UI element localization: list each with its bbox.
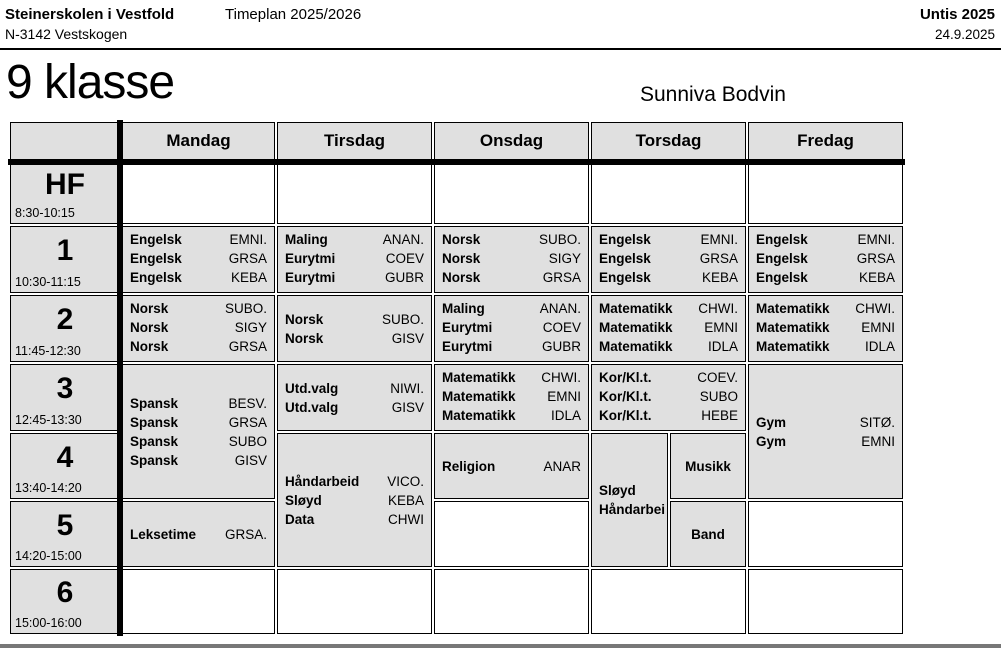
school-location: N-3142 Vestskogen xyxy=(5,26,128,42)
empty-cell-fredag-6 xyxy=(748,569,903,634)
subject-name: Engelsk xyxy=(130,251,182,266)
lesson-line xyxy=(756,249,895,268)
subject-name: Norsk xyxy=(130,339,169,354)
lesson-line xyxy=(599,249,738,268)
teacher-code: EMNI. xyxy=(229,232,267,247)
teacher-code: IDLA xyxy=(707,339,738,354)
teacher-code: SUBO. xyxy=(538,232,581,247)
subject-name: Leksetime xyxy=(130,526,197,542)
app-name: Untis 2025 xyxy=(919,6,995,23)
teacher-code: SIGY xyxy=(234,320,267,335)
lesson-line xyxy=(285,310,424,329)
lesson-block-mandag-2 xyxy=(122,295,275,362)
subject-name: Engelsk xyxy=(130,232,182,247)
teacher-code: GRSA xyxy=(542,270,581,285)
lesson-line xyxy=(442,318,581,337)
teacher-code: GISV xyxy=(234,452,267,468)
lesson-block-onsdag-3 xyxy=(434,364,589,431)
teacher-code: GRSA xyxy=(228,251,267,266)
subject-name: Sløyd xyxy=(285,492,322,508)
subject-name: Matematikk xyxy=(599,301,673,316)
school-name: Steinerskolen i Vestfold xyxy=(5,6,175,23)
subject-name: Engelsk xyxy=(599,251,651,266)
period-time: 12:45-13:30 xyxy=(15,413,82,427)
lesson-line xyxy=(130,249,267,268)
lesson-line xyxy=(442,299,581,318)
lesson-block-tirsdag-4-5 xyxy=(277,433,432,567)
lesson-line xyxy=(285,249,424,268)
teacher-code: CHWI. xyxy=(855,301,895,316)
period-cell-4 xyxy=(10,433,120,499)
teacher-code: HEBE xyxy=(701,408,738,423)
teacher-name: Sunniva Bodvin xyxy=(640,83,786,106)
teacher-code: ANAR xyxy=(543,458,581,474)
lesson-line xyxy=(756,413,895,432)
lesson-line xyxy=(599,337,738,356)
subject-name: Engelsk xyxy=(756,251,808,266)
teacher-code: GUBR xyxy=(384,270,424,285)
subject-name: Data xyxy=(285,511,315,527)
lesson-line xyxy=(285,329,424,348)
lesson-line xyxy=(130,268,267,287)
empty-cell-hf-onsdag xyxy=(434,162,589,224)
subject-name: Matematikk xyxy=(599,320,673,335)
teacher-code: SUBO xyxy=(699,389,738,404)
day-header-fredag: Fredag xyxy=(748,122,903,160)
empty-cell-tirsdag-6 xyxy=(277,569,432,634)
teacher-code: SITØ. xyxy=(859,414,895,430)
subject-name: Norsk xyxy=(285,330,324,346)
subject-name: Håndarbei xyxy=(599,502,666,517)
lesson-block-mandag-5 xyxy=(122,501,275,567)
empty-cell-hf-torsdag xyxy=(591,162,746,224)
lesson-line xyxy=(285,398,424,417)
period-cell-5 xyxy=(10,501,120,567)
subject-name: Eurytmi xyxy=(285,270,336,285)
lesson-line xyxy=(285,379,424,398)
teacher-code: COEV xyxy=(542,320,581,335)
subject-name: Norsk xyxy=(130,320,169,335)
subject-name: Håndarbeid xyxy=(285,473,360,489)
lesson-line xyxy=(599,230,738,249)
lesson-block-torsdag-1 xyxy=(591,226,746,293)
lesson-line xyxy=(442,387,581,406)
subject-name: Religion xyxy=(442,458,496,474)
subject-name: Engelsk xyxy=(599,232,651,247)
subject-name: Engelsk xyxy=(756,232,808,247)
period-cell-3 xyxy=(10,364,120,431)
lesson-line xyxy=(285,491,424,510)
subject-name: Musikk xyxy=(685,458,731,474)
lesson-line xyxy=(285,230,424,249)
teacher-code: NIWI. xyxy=(390,380,424,396)
lesson-line xyxy=(130,299,267,318)
lesson-line xyxy=(756,299,895,318)
empty-cell-hf-mandag xyxy=(122,162,275,224)
lesson-line xyxy=(130,413,267,432)
subject-name: Norsk xyxy=(285,311,324,327)
subject-name: Kor/Kl.t. xyxy=(599,370,652,385)
subject-name: Maling xyxy=(442,301,485,316)
period-time: 11:45-12:30 xyxy=(15,344,81,358)
subject-name: Matematikk xyxy=(756,320,830,335)
teacher-code: BESV. xyxy=(228,395,267,411)
lesson-line xyxy=(678,457,738,476)
subject-name: Utd.valg xyxy=(285,380,339,396)
time-column-separator-line xyxy=(117,120,123,636)
lesson-line xyxy=(130,337,267,356)
lesson-line xyxy=(130,451,267,470)
subject-name: Spansk xyxy=(130,395,179,411)
period-cell-1 xyxy=(10,226,120,293)
lesson-block-fredag-2 xyxy=(748,295,903,362)
lesson-block-fredag-1 xyxy=(748,226,903,293)
lesson-block-mandag-3-4 xyxy=(122,364,275,499)
lesson-line xyxy=(599,318,738,337)
lesson-line xyxy=(130,318,267,337)
lesson-line xyxy=(130,525,267,544)
subject-name: Gym xyxy=(756,414,787,430)
period-label: 6 xyxy=(56,576,74,609)
lesson-line xyxy=(756,432,895,451)
teacher-code: GRSA xyxy=(856,251,895,266)
subject-name: Kor/Kl.t. xyxy=(599,389,652,404)
title-row xyxy=(6,52,1001,114)
subject-name: Spansk xyxy=(130,452,179,468)
subject-name: Norsk xyxy=(442,270,481,285)
lesson-block-mandag-1 xyxy=(122,226,275,293)
lesson-line xyxy=(756,230,895,249)
teacher-code: CHWI. xyxy=(698,301,738,316)
teacher-code: ANAN. xyxy=(539,301,581,316)
subject-name: Matematikk xyxy=(599,339,673,354)
teacher-code: GRSA. xyxy=(224,526,267,542)
teacher-code: COEV xyxy=(385,251,424,266)
subject-name: Norsk xyxy=(442,232,481,247)
period-label: 1 xyxy=(56,234,74,267)
lesson-line xyxy=(442,406,581,425)
corner-cell xyxy=(10,122,120,160)
lesson-line xyxy=(130,432,267,451)
teacher-code: COEV. xyxy=(697,370,738,385)
lesson-block-torsdag-4-musikk xyxy=(670,433,746,499)
lesson-line xyxy=(442,457,581,476)
lesson-line xyxy=(130,394,267,413)
teacher-code: IDLA xyxy=(864,339,895,354)
teacher-code: VICO. xyxy=(387,473,424,489)
lesson-block-torsdag-4-5-sloyd xyxy=(591,433,668,567)
lesson-line xyxy=(442,268,581,287)
period-label: 3 xyxy=(56,372,74,405)
period-label: HF xyxy=(45,167,85,201)
empty-cell-onsdag-5 xyxy=(434,501,589,567)
header-row-2 xyxy=(5,25,995,44)
lesson-line xyxy=(678,525,738,544)
lesson-block-onsdag-2 xyxy=(434,295,589,362)
teacher-code: GISV xyxy=(391,399,424,415)
lesson-block-torsdag-5-band xyxy=(670,501,746,567)
lesson-line xyxy=(599,268,738,287)
subject-name: Utd.valg xyxy=(285,399,339,415)
subject-name: Eurytmi xyxy=(442,320,493,335)
period-label: 2 xyxy=(56,303,74,336)
print-date: 24.9.2025 xyxy=(934,27,995,42)
teacher-code: KEBA xyxy=(858,270,895,285)
teacher-code: EMNI xyxy=(704,320,738,335)
teacher-code: ANAN. xyxy=(382,232,424,247)
empty-cell-fredag-5 xyxy=(748,501,903,567)
period-time: 14:20-15:00 xyxy=(15,549,82,563)
teacher-code: SUBO. xyxy=(381,311,424,327)
subject-name: Band xyxy=(691,526,725,542)
subject-name: Engelsk xyxy=(599,270,651,285)
lesson-block-tirsdag-1 xyxy=(277,226,432,293)
lesson-line xyxy=(756,268,895,287)
lesson-line xyxy=(442,249,581,268)
teacher-code: EMNI xyxy=(861,320,895,335)
subject-name: Sløyd xyxy=(599,483,636,498)
timetable-grid xyxy=(8,120,905,636)
day-header-torsdag: Torsdag xyxy=(591,122,746,160)
page-bottom-edge xyxy=(0,644,1001,648)
page-header xyxy=(0,0,1001,44)
period-cell-hf xyxy=(10,162,120,224)
empty-cell-onsdag-6 xyxy=(434,569,589,634)
teacher-code: KEBA xyxy=(701,270,738,285)
teacher-code: IDLA xyxy=(550,408,581,423)
class-title: 9 klasse xyxy=(6,56,175,109)
subject-name: Norsk xyxy=(442,251,481,266)
period-time: 13:40-14:20 xyxy=(15,481,82,495)
subject-name: Matematikk xyxy=(756,339,830,354)
subject-name: Engelsk xyxy=(130,270,182,285)
teacher-code: SUBO xyxy=(228,433,267,449)
subject-name: Matematikk xyxy=(756,301,830,316)
lesson-line xyxy=(442,230,581,249)
lesson-block-tirsdag-3 xyxy=(277,364,432,431)
lesson-line xyxy=(442,368,581,387)
period-cell-6 xyxy=(10,569,120,634)
lesson-line xyxy=(285,472,424,491)
empty-cell-mandag-6 xyxy=(122,569,275,634)
header-separator-line xyxy=(8,159,905,165)
lesson-block-onsdag-4 xyxy=(434,433,589,499)
period-label: 5 xyxy=(56,508,74,542)
lesson-line xyxy=(599,406,738,425)
teacher-code: KEBA xyxy=(387,492,424,508)
period-cell-2 xyxy=(10,295,120,362)
lesson-line xyxy=(599,368,738,387)
teacher-code: GRSA xyxy=(228,339,267,354)
plan-title: Timeplan 2025/2026 xyxy=(225,6,362,23)
subject-name: Norsk xyxy=(130,301,169,316)
subject-name: Gym xyxy=(756,433,787,449)
lesson-line xyxy=(130,230,267,249)
subject-name: Maling xyxy=(285,232,328,247)
subject-name: Matematikk xyxy=(442,389,516,404)
teacher-code: GRSA xyxy=(228,414,267,430)
day-header-tirsdag: Tirsdag xyxy=(277,122,432,160)
day-header-onsdag: Onsdag xyxy=(434,122,589,160)
subject-name: Spansk xyxy=(130,433,179,449)
teacher-code: GISV xyxy=(391,330,424,346)
teacher-code: CHWI. xyxy=(541,370,581,385)
subject-name: Kor/Kl.t. xyxy=(599,408,652,423)
empty-cell-torsdag-6 xyxy=(591,569,746,634)
subject-name: Engelsk xyxy=(756,270,808,285)
subject-name: Eurytmi xyxy=(442,339,493,354)
teacher-code: EMNI xyxy=(547,389,581,404)
lesson-line xyxy=(599,387,738,406)
lesson-line xyxy=(442,337,581,356)
header-row-1 xyxy=(5,4,995,25)
lesson-block-tirsdag-2 xyxy=(277,295,432,362)
subject-name: Spansk xyxy=(130,414,179,430)
teacher-code: KEBA xyxy=(230,270,267,285)
lesson-line xyxy=(285,268,424,287)
teacher-code: SUBO. xyxy=(224,301,267,316)
subject-name: Matematikk xyxy=(442,370,516,385)
subject-name: Eurytmi xyxy=(285,251,336,266)
lesson-line xyxy=(599,500,666,519)
lesson-line xyxy=(599,481,660,500)
empty-cell-hf-fredag xyxy=(748,162,903,224)
day-header-mandag: Mandag xyxy=(122,122,275,160)
teacher-code: GRSA xyxy=(699,251,738,266)
empty-cell-hf-tirsdag xyxy=(277,162,432,224)
period-time: 10:30-11:15 xyxy=(15,275,81,289)
header-divider xyxy=(0,48,1001,50)
lesson-line xyxy=(756,318,895,337)
teacher-code: CHWI xyxy=(388,511,424,527)
teacher-code: GUBR xyxy=(541,339,581,354)
period-time: 8:30-10:15 xyxy=(15,206,75,220)
lesson-line xyxy=(756,337,895,356)
period-time: 15:00-16:00 xyxy=(15,616,82,630)
subject-name: Matematikk xyxy=(442,408,516,423)
teacher-code: EMNI. xyxy=(857,232,895,247)
lesson-block-fredag-3-4 xyxy=(748,364,903,499)
lesson-line xyxy=(599,299,738,318)
lesson-block-onsdag-1 xyxy=(434,226,589,293)
teacher-code: EMNI. xyxy=(700,232,738,247)
teacher-code: SIGY xyxy=(548,251,581,266)
lesson-block-torsdag-2 xyxy=(591,295,746,362)
lesson-line xyxy=(285,510,424,529)
lesson-block-torsdag-3 xyxy=(591,364,746,431)
teacher-code: EMNI xyxy=(861,433,895,449)
period-label: 4 xyxy=(56,440,74,474)
